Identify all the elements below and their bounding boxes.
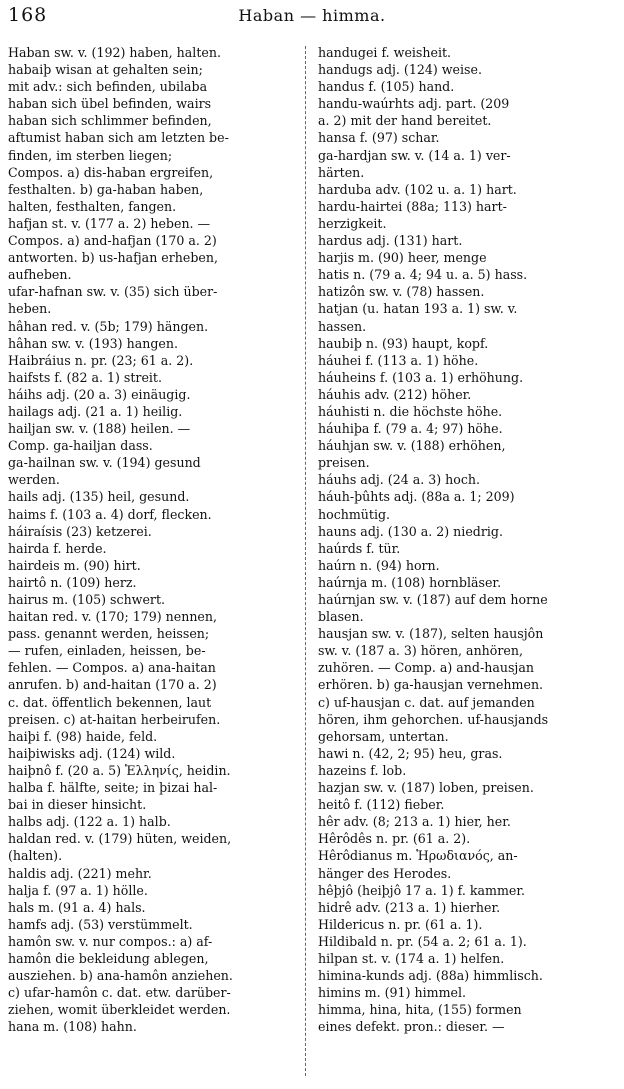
dictionary-line: c. dat. öffentlich bekennen, laut: [8, 694, 212, 710]
dictionary-line: himins m. (91) himmel.: [318, 985, 466, 1001]
dictionary-line: hamfs adj. (53) verstümmelt.: [8, 916, 193, 932]
dictionary-line: handus f. (105) hand.: [318, 79, 455, 95]
dictionary-line: haldan red. v. (179) hüten, weiden,: [8, 831, 232, 847]
page-header: [0, 4, 624, 30]
dictionary-line: hâhan sw. v. (193) hangen.: [8, 335, 178, 351]
dictionary-line: a. 2) mit der hand bereitet.: [318, 113, 492, 129]
dictionary-line: gehorsam, untertan.: [318, 728, 449, 744]
dictionary-line: haiþiwisks adj. (124) wild.: [8, 745, 176, 761]
dictionary-line: hairtô n. (109) herz.: [8, 574, 137, 590]
dictionary-line: preisen.: [318, 455, 370, 471]
dictionary-line: háuhiþa f. (79 a. 4; 97) höhe.: [318, 421, 503, 437]
dictionary-line: haiþi f. (98) haide, feld.: [8, 728, 158, 744]
dictionary-line: haubiþ n. (93) haupt, kopf.: [318, 335, 489, 351]
dictionary-line: härten.: [318, 164, 365, 180]
dictionary-line: zuhören. — Comp. a) and-hausjan: [318, 660, 534, 676]
dictionary-line: háiraísis (23) ketzerei.: [8, 523, 152, 539]
dictionary-line: hailags adj. (21 a. 1) heilig.: [8, 403, 183, 419]
dictionary-line: Hêrôdês n. pr. (61 a. 2).: [318, 831, 471, 847]
dictionary-line: hamôn die bekleidung ablegen,: [8, 950, 209, 966]
dictionary-line: hatjan (u. hatan 193 a. 1) sw. v.: [318, 301, 518, 317]
dictionary-line: — rufen, einladen, heissen, be-: [8, 643, 206, 659]
dictionary-line: Compos. a) and-hafjan (170 a. 2): [8, 233, 217, 249]
dictionary-line: háuhei f. (113 a. 1) höhe.: [318, 352, 479, 368]
dictionary-line: handugs adj. (124) weise.: [318, 62, 482, 78]
dictionary-line: haiþnô f. (20 a. 5) Ἑλληνίς, heidin.: [8, 762, 231, 778]
dictionary-line: handugei f. weisheit.: [318, 45, 452, 60]
dictionary-line: haldis adj. (221) mehr.: [8, 865, 152, 881]
dictionary-line: mit adv.: sich befinden, ubilaba: [8, 79, 208, 95]
dictionary-line: hilpan st. v. (174 a. 1) helfen.: [318, 950, 505, 966]
dictionary-line: haban sich schlimmer befinden,: [8, 113, 212, 129]
dictionary-line: c) ufar-hamôn c. dat. etw. darüber-: [8, 985, 231, 1001]
dictionary-line: himina-kunds adj. (88a) himmlisch.: [318, 968, 543, 984]
dictionary-line: háuhis adv. (212) höher.: [318, 386, 472, 402]
dictionary-line: hailjan sw. v. (188) heilen. —: [8, 421, 191, 437]
dictionary-line: Hildibald n. pr. (54 a. 2; 61 a. 1).: [318, 933, 527, 949]
dictionary-line: hochmütig.: [318, 506, 391, 522]
dictionary-line: ziehen, womit überkleidet werden.: [8, 1002, 231, 1018]
dictionary-line: antworten. b) us-hafjan erheben,: [8, 250, 218, 266]
dictionary-line: finden, im sterben liegen;: [8, 147, 173, 163]
dictionary-line: hairda f. herde.: [8, 540, 107, 556]
dictionary-line: Hildericus n. pr. (61 a. 1).: [318, 916, 483, 932]
dictionary-line: halba f. hälfte, seite; in þizai hal-: [8, 780, 218, 796]
dictionary-line: Haibráius n. pr. (23; 61 a. 2).: [8, 352, 194, 368]
dictionary-line: bai in dieser hinsicht.: [8, 797, 147, 813]
dictionary-line: haúrn n. (94) horn.: [318, 557, 440, 573]
dictionary-line: hassen.: [318, 318, 367, 334]
dictionary-line: hairus m. (105) schwert.: [8, 592, 166, 607]
dictionary-line: aufheben.: [8, 267, 72, 283]
dictionary-line: harjis m. (90) heer, menge: [318, 250, 487, 266]
dictionary-line: ga-hailnan sw. v. (194) gesund: [8, 455, 201, 471]
dictionary-line: sw. v. (187 a. 3) hören, anhören,: [318, 643, 523, 659]
dictionary-line: haban sich übel befinden, wairs: [8, 96, 212, 112]
dictionary-line: hana m. (108) hahn.: [8, 1019, 137, 1035]
dictionary-line: halja f. (97 a. 1) hölle.: [8, 882, 148, 898]
dictionary-line: hatis n. (79 a. 4; 94 u. a. 5) hass.: [318, 267, 528, 283]
dictionary-line: hazjan sw. v. (187) loben, preisen.: [318, 780, 534, 796]
dictionary-line: hören, ihm gehorchen. uf-hausjands: [318, 711, 549, 727]
dictionary-line: pass. genannt werden, heissen;: [8, 626, 210, 642]
dictionary-line: hidrê adv. (213 a. 1) hierher.: [318, 899, 501, 915]
dictionary-line: hairdeis m. (90) hirt.: [8, 557, 141, 573]
dictionary-line: haúrds f. tür.: [318, 540, 401, 556]
dictionary-line: hardu-hairtei (88a; 113) hart-: [318, 198, 507, 214]
dictionary-line: harduba adv. (102 u. a. 1) hart.: [318, 181, 517, 197]
dictionary-line: eines defekt. pron.: dieser. —: [318, 1019, 505, 1035]
dictionary-line: herzigkeit.: [318, 215, 387, 231]
dictionary-line: háuheins f. (103 a. 1) erhöhung.: [318, 369, 524, 385]
dictionary-line: hauns adj. (130 a. 2) niedrig.: [318, 523, 503, 539]
right-column: [318, 44, 614, 1084]
dictionary-line: hamôn sw. v. nur compos.: a) af-: [8, 933, 213, 949]
dictionary-line: halbs adj. (122 a. 1) halb.: [8, 814, 171, 830]
dictionary-line: hansa f. (97) schar.: [318, 130, 440, 146]
dictionary-line: Compos. a) dis-haban ergreifen,: [8, 164, 214, 180]
page-number: 168: [8, 4, 48, 26]
dictionary-line: c) uf-hausjan c. dat. auf jemanden: [318, 694, 535, 710]
dictionary-line: haifsts f. (82 a. 1) streit.: [8, 369, 162, 385]
dictionary-line: Comp. ga-hailjan dass.: [8, 438, 153, 454]
dictionary-line: fehlen. — Compos. a) ana-haitan: [8, 660, 216, 676]
dictionary-line: ga-hardjan sw. v. (14 a. 1) ver-: [318, 147, 511, 163]
dictionary-line: (halten).: [8, 848, 63, 864]
dictionary-line: háuhisti n. die höchste höhe.: [318, 403, 503, 419]
dictionary-line: halten, festhalten, fangen.: [8, 198, 177, 214]
dictionary-line: háihs adj. (20 a. 3) einäugig.: [8, 386, 191, 402]
dictionary-line: handu-waúrhts adj. part. (209: [318, 96, 510, 112]
dictionary-line: haitan red. v. (170; 179) nennen,: [8, 609, 218, 625]
dictionary-line: hausjan sw. v. (187), selten hausjôn: [318, 626, 544, 642]
dictionary-line: erhören. b) ga-hausjan vernehmen.: [318, 677, 544, 693]
dictionary-line: hazeins f. lob.: [318, 762, 407, 778]
dictionary-line: háuhjan sw. v. (188) erhöhen,: [318, 438, 506, 454]
dictionary-line: hänger des Herodes.: [318, 865, 452, 881]
dictionary-line: ausziehen. b) ana-hamôn anziehen.: [8, 968, 233, 984]
dictionary-line: heben.: [8, 301, 52, 317]
dictionary-line: werden.: [8, 472, 60, 488]
dictionary-line: preisen. c) at-haitan herbeirufen.: [8, 711, 221, 727]
dictionary-line: hawi n. (42, 2; 95) heu, gras.: [318, 745, 503, 761]
dictionary-line: Hêrôdianus m. Ἡρωδιανός, an-: [318, 848, 518, 864]
column-divider: [305, 46, 306, 1076]
dictionary-line: háuhs adj. (24 a. 3) hoch.: [318, 472, 481, 488]
dictionary-line: aftumist haban sich am letzten be-: [8, 130, 229, 146]
dictionary-line: hâhan red. v. (5b; 179) hängen.: [8, 318, 209, 334]
dictionary-line: ufar-hafnan sw. v. (35) sich über-: [8, 284, 218, 300]
dictionary-line: festhalten. b) ga-haban haben,: [8, 181, 204, 197]
dictionary-line: Haban sw. v. (192) haben, halten.: [8, 45, 221, 60]
dictionary-line: haúrnja m. (108) hornbläser.: [318, 574, 502, 590]
dictionary-line: hatizôn sw. v. (78) hassen.: [318, 284, 485, 300]
dictionary-line: hails adj. (135) heil, gesund.: [8, 489, 190, 505]
dictionary-line: hafjan st. v. (177 a. 2) heben. —: [8, 215, 211, 231]
running-head: Haban — himma.: [238, 6, 386, 25]
dictionary-line: hardus adj. (131) hart.: [318, 233, 463, 249]
dictionary-line: heitô f. (112) fieber.: [318, 797, 445, 813]
dictionary-line: himma, hina, hita, (155) formen: [318, 1002, 522, 1018]
dictionary-line: hêþjô (heiþjô 17 a. 1) f. kammer.: [318, 882, 525, 898]
dictionary-line: habaiþ wisan at gehalten sein;: [8, 62, 203, 78]
dictionary-line: haims f. (103 a. 4) dorf, flecken.: [8, 506, 212, 522]
left-column: [8, 44, 296, 1084]
dictionary-line: anrufen. b) and-haitan (170 a. 2): [8, 677, 217, 693]
dictionary-line: hêr adv. (8; 213 a. 1) hier, her.: [318, 814, 511, 830]
dictionary-line: blasen.: [318, 609, 364, 625]
dictionary-line: háuh-þûhts adj. (88a a. 1; 209): [318, 489, 515, 505]
dictionary-line: haúrnjan sw. v. (187) auf dem horne: [318, 592, 548, 607]
dictionary-line: hals m. (91 a. 4) hals.: [8, 899, 146, 915]
